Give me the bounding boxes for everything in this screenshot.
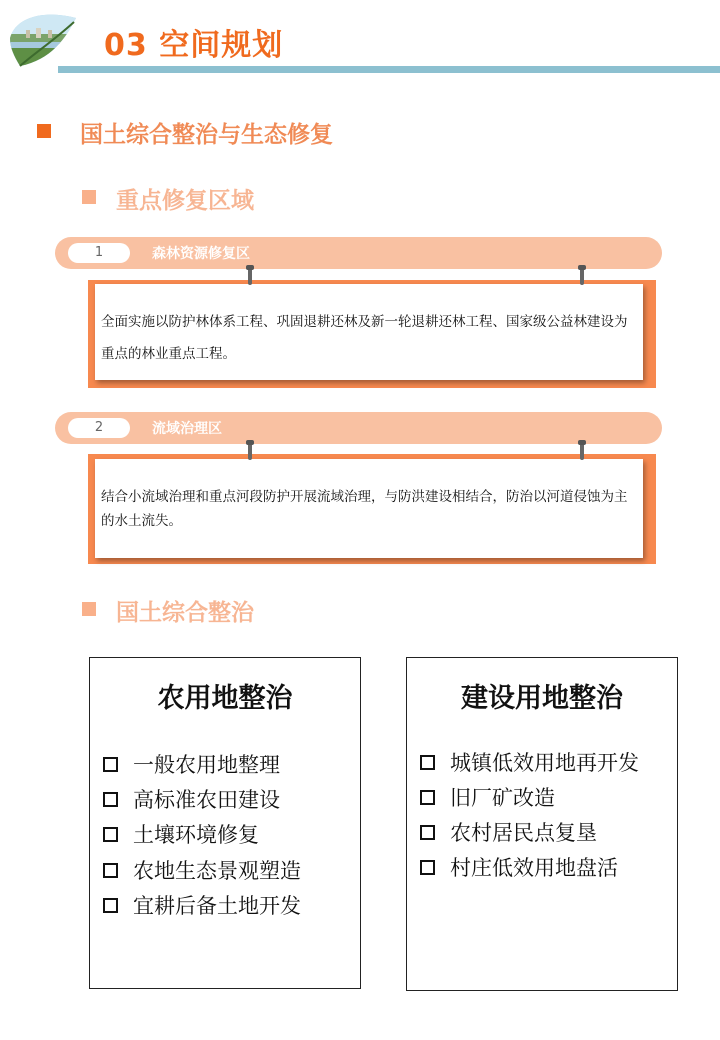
binder-clip-icon: [248, 442, 252, 460]
subsection-title: 国土综合整治: [116, 600, 254, 626]
farmland-remediation-box: [89, 657, 361, 989]
card-watershed-governance: [95, 459, 643, 558]
checkbox-icon: [420, 790, 435, 805]
tab-watershed-governance: [55, 412, 662, 444]
checkbox-icon: [420, 860, 435, 875]
box-title: 建设用地整治: [461, 683, 623, 714]
list-item: 农地生态景观塑造: [103, 855, 301, 885]
binder-clip-icon: [580, 267, 584, 285]
tab-number: 2: [68, 418, 130, 438]
page-title: 03 空间规划: [104, 28, 284, 63]
tab-forest-restoration: [55, 237, 662, 269]
list-item: 旧厂矿改造: [420, 782, 555, 812]
checkbox-icon: [103, 827, 118, 842]
checkbox-icon: [103, 792, 118, 807]
list-item: 农村居民点复垦: [420, 817, 597, 847]
section-title: 国土综合整治与生态修复: [80, 122, 333, 148]
header-divider: [58, 66, 720, 73]
list-item: 土壤环境修复: [103, 819, 259, 849]
list-item: 一般农用地整理: [103, 749, 280, 779]
binder-clip-icon: [580, 442, 584, 460]
box-title: 农用地整治: [157, 683, 293, 714]
binder-clip-icon: [248, 267, 252, 285]
construction-land-remediation-box: [406, 657, 678, 991]
checkbox-icon: [420, 755, 435, 770]
subsection-bullet-icon: [82, 602, 96, 616]
checkbox-icon: [103, 757, 118, 772]
checkbox-icon: [420, 825, 435, 840]
leaf-landscape-logo-icon: [6, 8, 92, 74]
list-item: 城镇低效用地再开发: [420, 747, 639, 777]
card-forest-restoration: [95, 284, 643, 380]
card-text: 结合小流域治理和重点河段防护开展流域治理，与防洪建设相结合，防治以河道侵蚀为主的水土流失。: [101, 489, 628, 529]
tab-number: 1: [68, 243, 130, 263]
subsection-title: 重点修复区域: [116, 188, 254, 214]
card-text: 全面实施以防护林体系工程、巩固退耕还林及新一轮退耕还林工程、国家级公益林建设为重点的林业重点工程。: [101, 314, 628, 362]
list-item: 村庄低效用地盘活: [420, 852, 618, 882]
tab-label: 流域治理区: [152, 421, 222, 437]
subsection-bullet-icon: [82, 190, 96, 204]
tab-label: 森林资源修复区: [152, 246, 250, 262]
list-item: 高标准农田建设: [103, 784, 280, 814]
checkbox-icon: [103, 898, 118, 913]
checkbox-icon: [103, 863, 118, 878]
list-item: 宜耕后备土地开发: [103, 890, 301, 920]
section-bullet-icon: [37, 124, 51, 138]
